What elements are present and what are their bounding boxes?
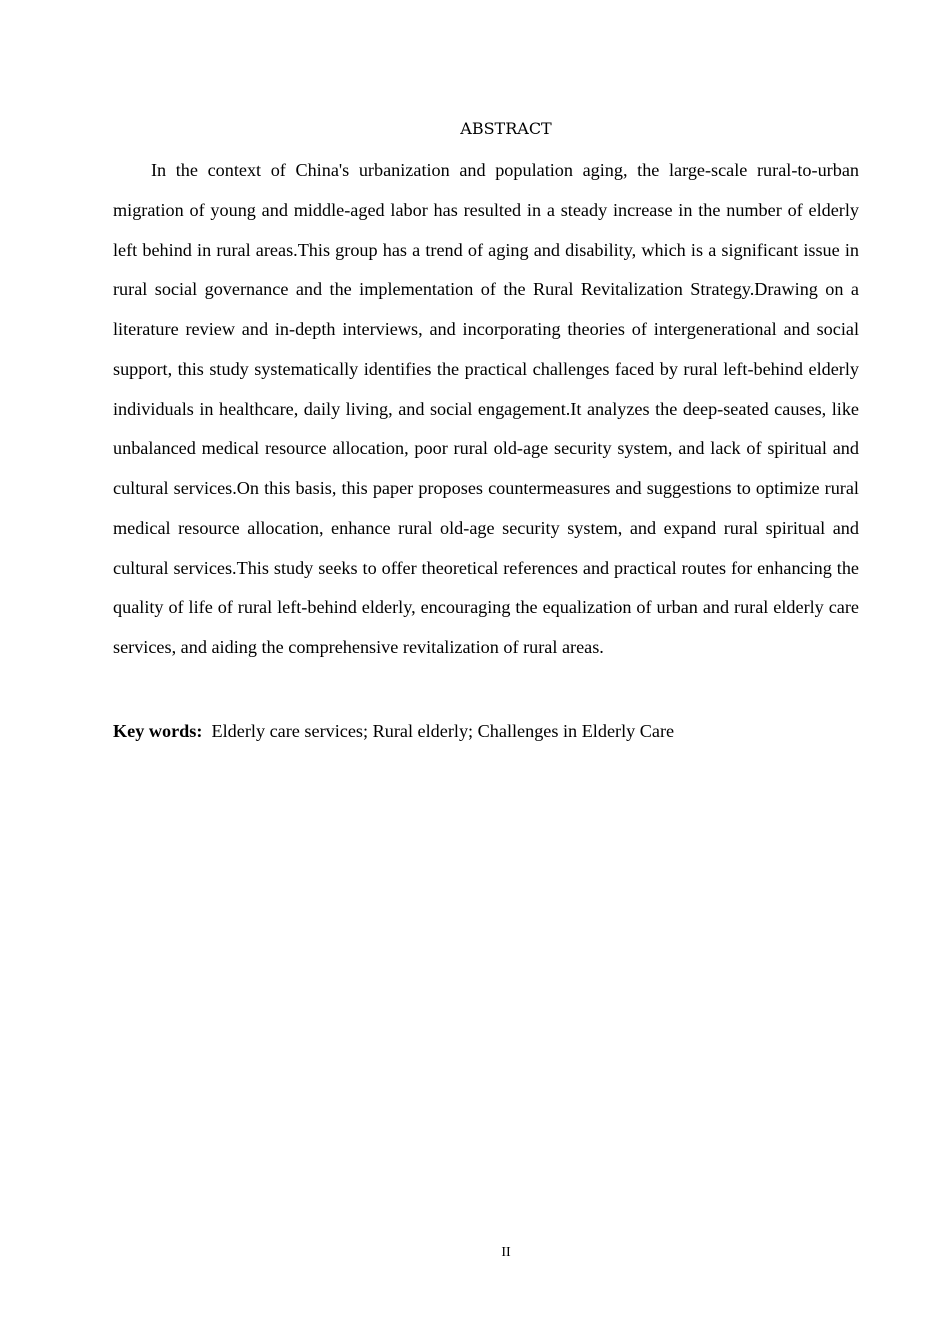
abstract-paragraph: In the context of China's urbanization and population aging, the large-scale rural-to-urban migration of young and middle-aged labor has resulted in a steady increase in the number of elderly left behind in rural areas.This group has a trend of aging and disability, which is a significant issue in rural social governance and the implementation of the Rural Revitalization Strategy.Drawing on a literature review and in-depth interviews, and incorporating theories of intergenerational and social support, this study systematically identifies the practical challenges faced by rural left-behind elderly individuals in healthcare, daily living, and social engagement.It analyzes the deep-seated causes, like unbalanced medical resource allocation, poor rural old-age security system, and lack of spiritual and cultural services.On this basis, this paper proposes countermeasures and suggestions to optimize rural medical resource allocation, enhance rural old-age security system, and expand rural spiritual and cultural services.This study seeks to offer theoretical references and practical routes for enhancing the quality of life of rural left-behind elderly, encouraging the equalization of urban and rural elderly care services, and aiding the comprehensive revitalization of rural areas.	[113, 160, 859, 657]
keywords-value: Elderly care services; Rural elderly; Challenges in Elderly Care	[211, 721, 675, 741]
keywords-line	[113, 717, 859, 745]
keywords-label: Key words:	[113, 721, 203, 741]
abstract-heading: ABSTRACT	[460, 119, 552, 138]
page-number: II	[501, 1245, 511, 1260]
